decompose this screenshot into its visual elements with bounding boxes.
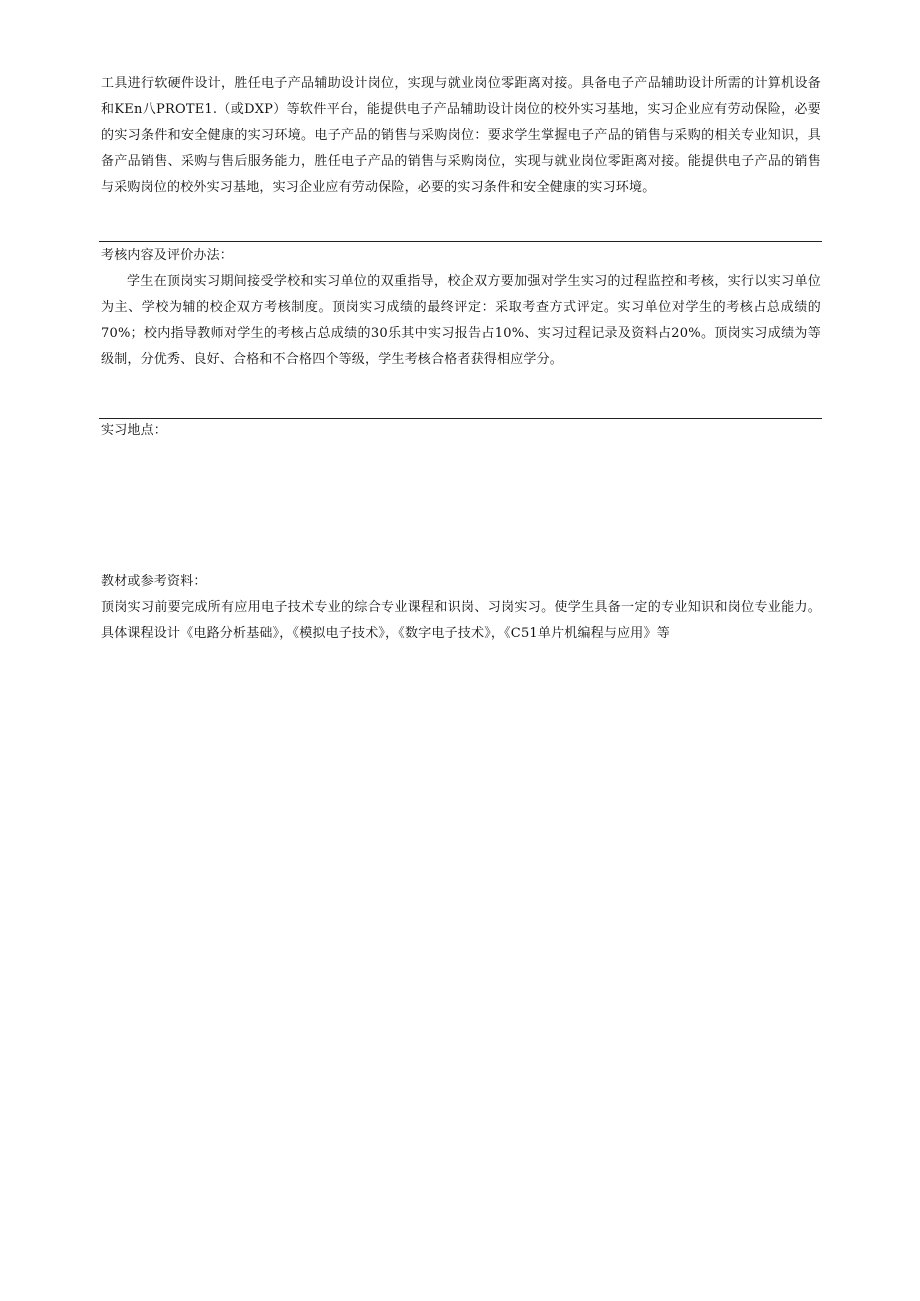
intro-paragraph: 工具进行软硬件设计，胜任电子产品辅助设计岗位，实现与就业岗位零距离对接。具备电子产品辅助设计所需的计算机设备和KEn八PROTE1.（或DXP）等软件平台，能提供电子产品辅助设计岗位的校外实习基地，实习企业应有劳动保险，必要的实习条件和安全健康的实习环境。电子产品的销售与采购岗位：要求学生掌握电子产品的销售与采购的相关专业知识，具备产品销售、采购与售后服务能力，胜任电子产品的销售与采购岗位，实现与就业岗位零距离对接。能提供电子产品的销售与采购岗位的校外实习基地，实习企业应有劳动保险，必要的实习条件和安全健康的实习环境。 — [101, 76, 821, 195]
assessment-paragraph: 学生在顶岗实习期间接受学校和实习单位的双重指导，校企双方要加强对学生实习的过程监控和考核，实行以实习单位为主、学校为辅的校企双方考核制度。顶岗实习成绩的最终评定：采取考查方式评定。实习单位对学生的考核占总成绩的70%；校内指导教师对学生的考核占总成绩的30乐其中实习报告占10%、实习过程记录及资料占20%。顶岗实习成绩为等级制，分优秀、良好、合格和不合格四个等级，学生考核合格者获得相应学分。 — [101, 274, 821, 367]
section-divider — [99, 241, 822, 242]
materials-label: 教材或参考资料： — [101, 574, 207, 589]
assessment-section — [101, 243, 821, 373]
intro-section — [101, 71, 821, 201]
location-label: 实习地点： — [101, 423, 168, 438]
assessment-label: 考核内容及评价办法： — [101, 248, 234, 263]
location-section — [101, 418, 821, 444]
materials-paragraph: 顶岗实习前要完成所有应用电子技术专业的综合专业课程和识岗、习岗实习。使学生具备一定的专业知识和岗位专业能力。具体课程设计《电路分析基础》，《模拟电子技术》，《数字电子技术》，《C51单片机编程与应用》等 — [101, 600, 821, 641]
materials-section — [101, 569, 821, 647]
